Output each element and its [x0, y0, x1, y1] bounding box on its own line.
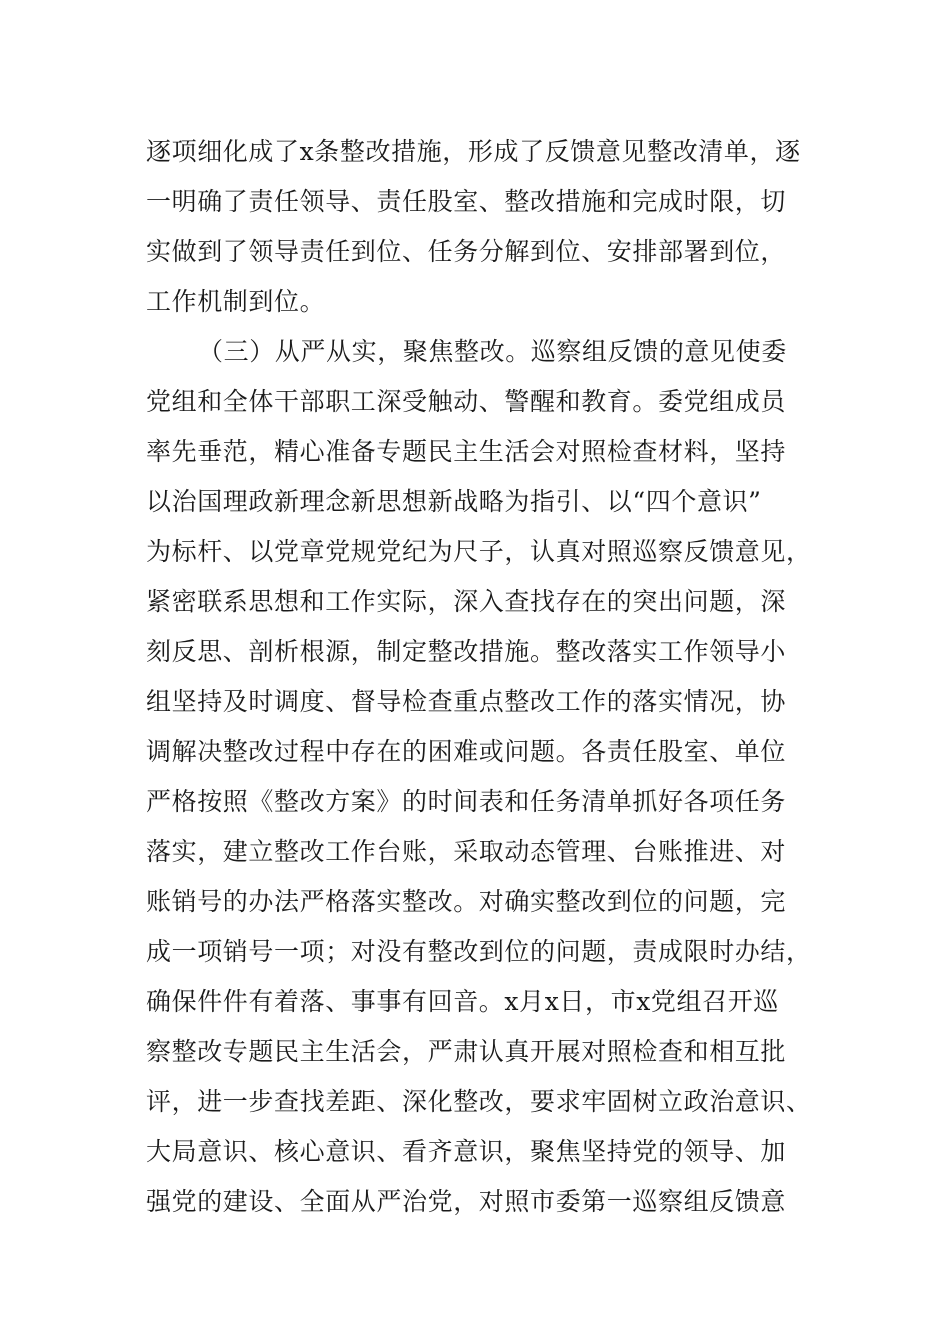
text-line: 大局意识、核心意识、看齐意识，聚焦坚持党的领导、加: [146, 1137, 787, 1166]
section-heading-line: （三）从严从实，聚焦整改。巡察组反馈的意见使委: [198, 337, 787, 366]
text-line: 以治国理政新理念新思想新战略为指引、以“四个意识”: [146, 487, 762, 516]
text-line: 逐项细化成了x条整改措施，形成了反馈意见整改清单，逐: [146, 137, 801, 166]
text-line: 账销号的办法严格落实整改。对确实整改到位的问题，完: [146, 887, 787, 916]
text-line: 察整改专题民主生活会，严肃认真开展对照检查和相互批: [146, 1037, 787, 1066]
text-line: 工作机制到位。: [146, 287, 326, 316]
text-line: 为标杆、以党章党规党纪为尺子，认真对照巡察反馈意见，: [146, 537, 812, 566]
text-line: 评，进一步查找差距、深化整改，要求牢固树立政治意识、: [146, 1087, 812, 1116]
text-line: 实做到了领导责任到位、任务分解到位、安排部署到位，: [146, 237, 787, 266]
text-line: 党组和全体干部职工深受触动、警醒和教育。委党组成员: [146, 387, 787, 416]
text-line: 率先垂范，精心准备专题民主生活会对照检查材料，坚持: [146, 437, 787, 466]
text-line: 成一项销号一项；对没有整改到位的问题，责成限时办结，: [146, 937, 812, 966]
text-line: 落实，建立整改工作台账，采取动态管理、台账推进、对: [146, 837, 787, 866]
text-line: 调解决整改过程中存在的困难或问题。各责任股室、单位: [146, 737, 787, 766]
text-line: 强党的建设、全面从严治党，对照市委第一巡察组反馈意: [146, 1187, 787, 1216]
text-line: 组坚持及时调度、督导检查重点整改工作的落实情况，协: [146, 687, 787, 716]
text-line: 确保件件有着落、事事有回音。x月x日，市x党组召开巡: [146, 987, 779, 1016]
text-line: 一明确了责任领导、责任股室、整改措施和完成时限，切: [146, 187, 787, 216]
text-line: 严格按照《整改方案》的时间表和任务清单抓好各项任务: [146, 787, 787, 816]
text-line: 紧密联系思想和工作实际，深入查找存在的突出问题，深: [146, 587, 787, 616]
text-line: 刻反思、剖析根源，制定整改措施。整改落实工作领导小: [146, 637, 787, 666]
